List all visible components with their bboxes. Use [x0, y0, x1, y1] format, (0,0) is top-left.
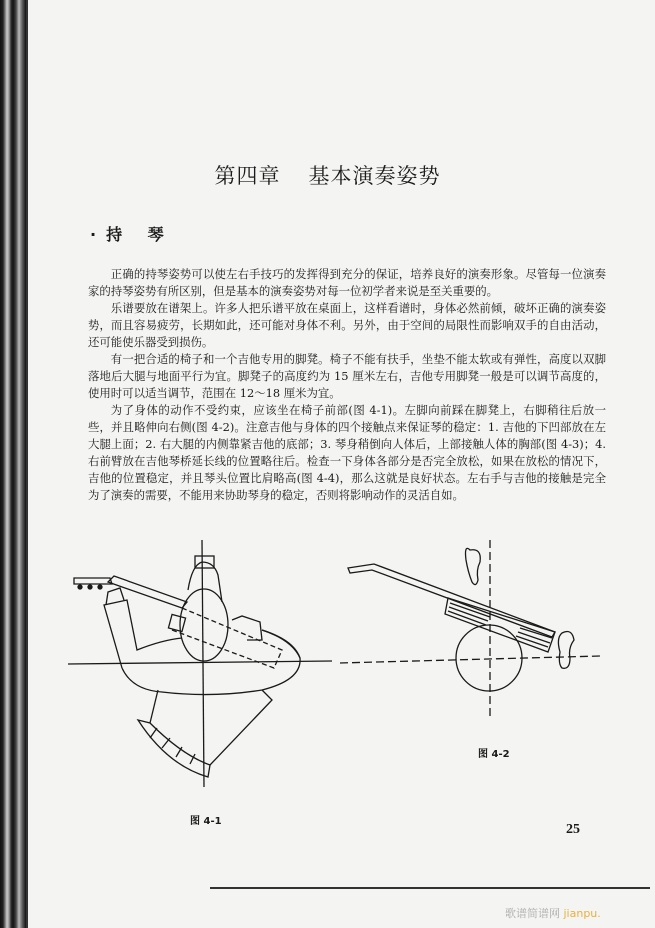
binding-line	[26, 0, 28, 928]
guitar-feet-position-diagram	[330, 540, 610, 730]
figure-4-1	[62, 540, 342, 805]
chapter-title	[0, 160, 655, 190]
figure-4-1-caption: 图 4-1	[190, 816, 222, 827]
bottom-rule	[210, 887, 650, 889]
body-text	[88, 266, 606, 504]
book-binding-edge	[0, 0, 26, 928]
figure-4-2-caption: 图 4-2	[478, 749, 510, 760]
section-title: ·持 琴	[90, 225, 174, 244]
paragraph: 有一把合适的椅子和一个吉他专用的脚凳。椅子不能有扶手，坐垫不能太软或有弹性，高度以双脚落地后大腿与地面平行为宜。脚凳子的高度约为 15 厘米左右，吉他专用脚凳一般是可以调节高度的，使用时可以适当调节，范围在 12～18 厘米为宜。	[88, 352, 606, 400]
figure-4-2	[330, 540, 610, 730]
watermark	[505, 905, 601, 921]
paragraph: 正确的持琴姿势可以使左右手技巧的发挥得到充分的保证，培养良好的演奏形象。尽管每一位演奏家的持琴姿势有所区别，但是基本的演奏姿势对每一位初学者来说是至关重要的。	[88, 267, 606, 298]
watermark-latin: jianpu.	[563, 907, 601, 920]
watermark-cn: 歌谱简谱网	[505, 907, 560, 920]
paragraph: 乐谱要放在谱架上。许多人把乐谱平放在桌面上，这样看谱时，身体必然前倾，破坏正确的演奏姿势，而且容易疲劳，长期如此，还可能对身体不利。另外，由于空间的局限性而影响双手的自由活动，还可能使乐器受到损伤。	[88, 301, 606, 349]
paragraph: 为了身体的动作不受约束，应该坐在椅子前部(图 4-1)。左脚向前踩在脚凳上，右脚稍往后放一些，并且略伸向右侧(图 4-2)。注意吉他与身体的四个接触点来保证琴的稳定：1. 吉他的下凹部放在左大腿上面；2. 右大腿的内侧靠紧吉他的底部；3. 琴身稍倒向人体后，上部接触人体的胸部(图 4-3)；4. 右前臂放在吉他琴桥延长线的位置略往后。检查一下身体各部分是否完全放松，如果在放松的情况下，吉他的位置稳定，并且琴头位置比肩略高(图 4-4)，那么这就是良好状态。左右手与吉他的接触是完全为了演奏的需要，不能用来协助琴身的稳定，否则将影响动作的灵活自如。	[88, 403, 606, 502]
chapter-number: 第四章	[214, 164, 281, 188]
page-number: 25	[566, 822, 580, 837]
guitarist-top-view-illustration	[62, 540, 342, 805]
chapter-name: 基本演奏姿势	[308, 164, 441, 188]
